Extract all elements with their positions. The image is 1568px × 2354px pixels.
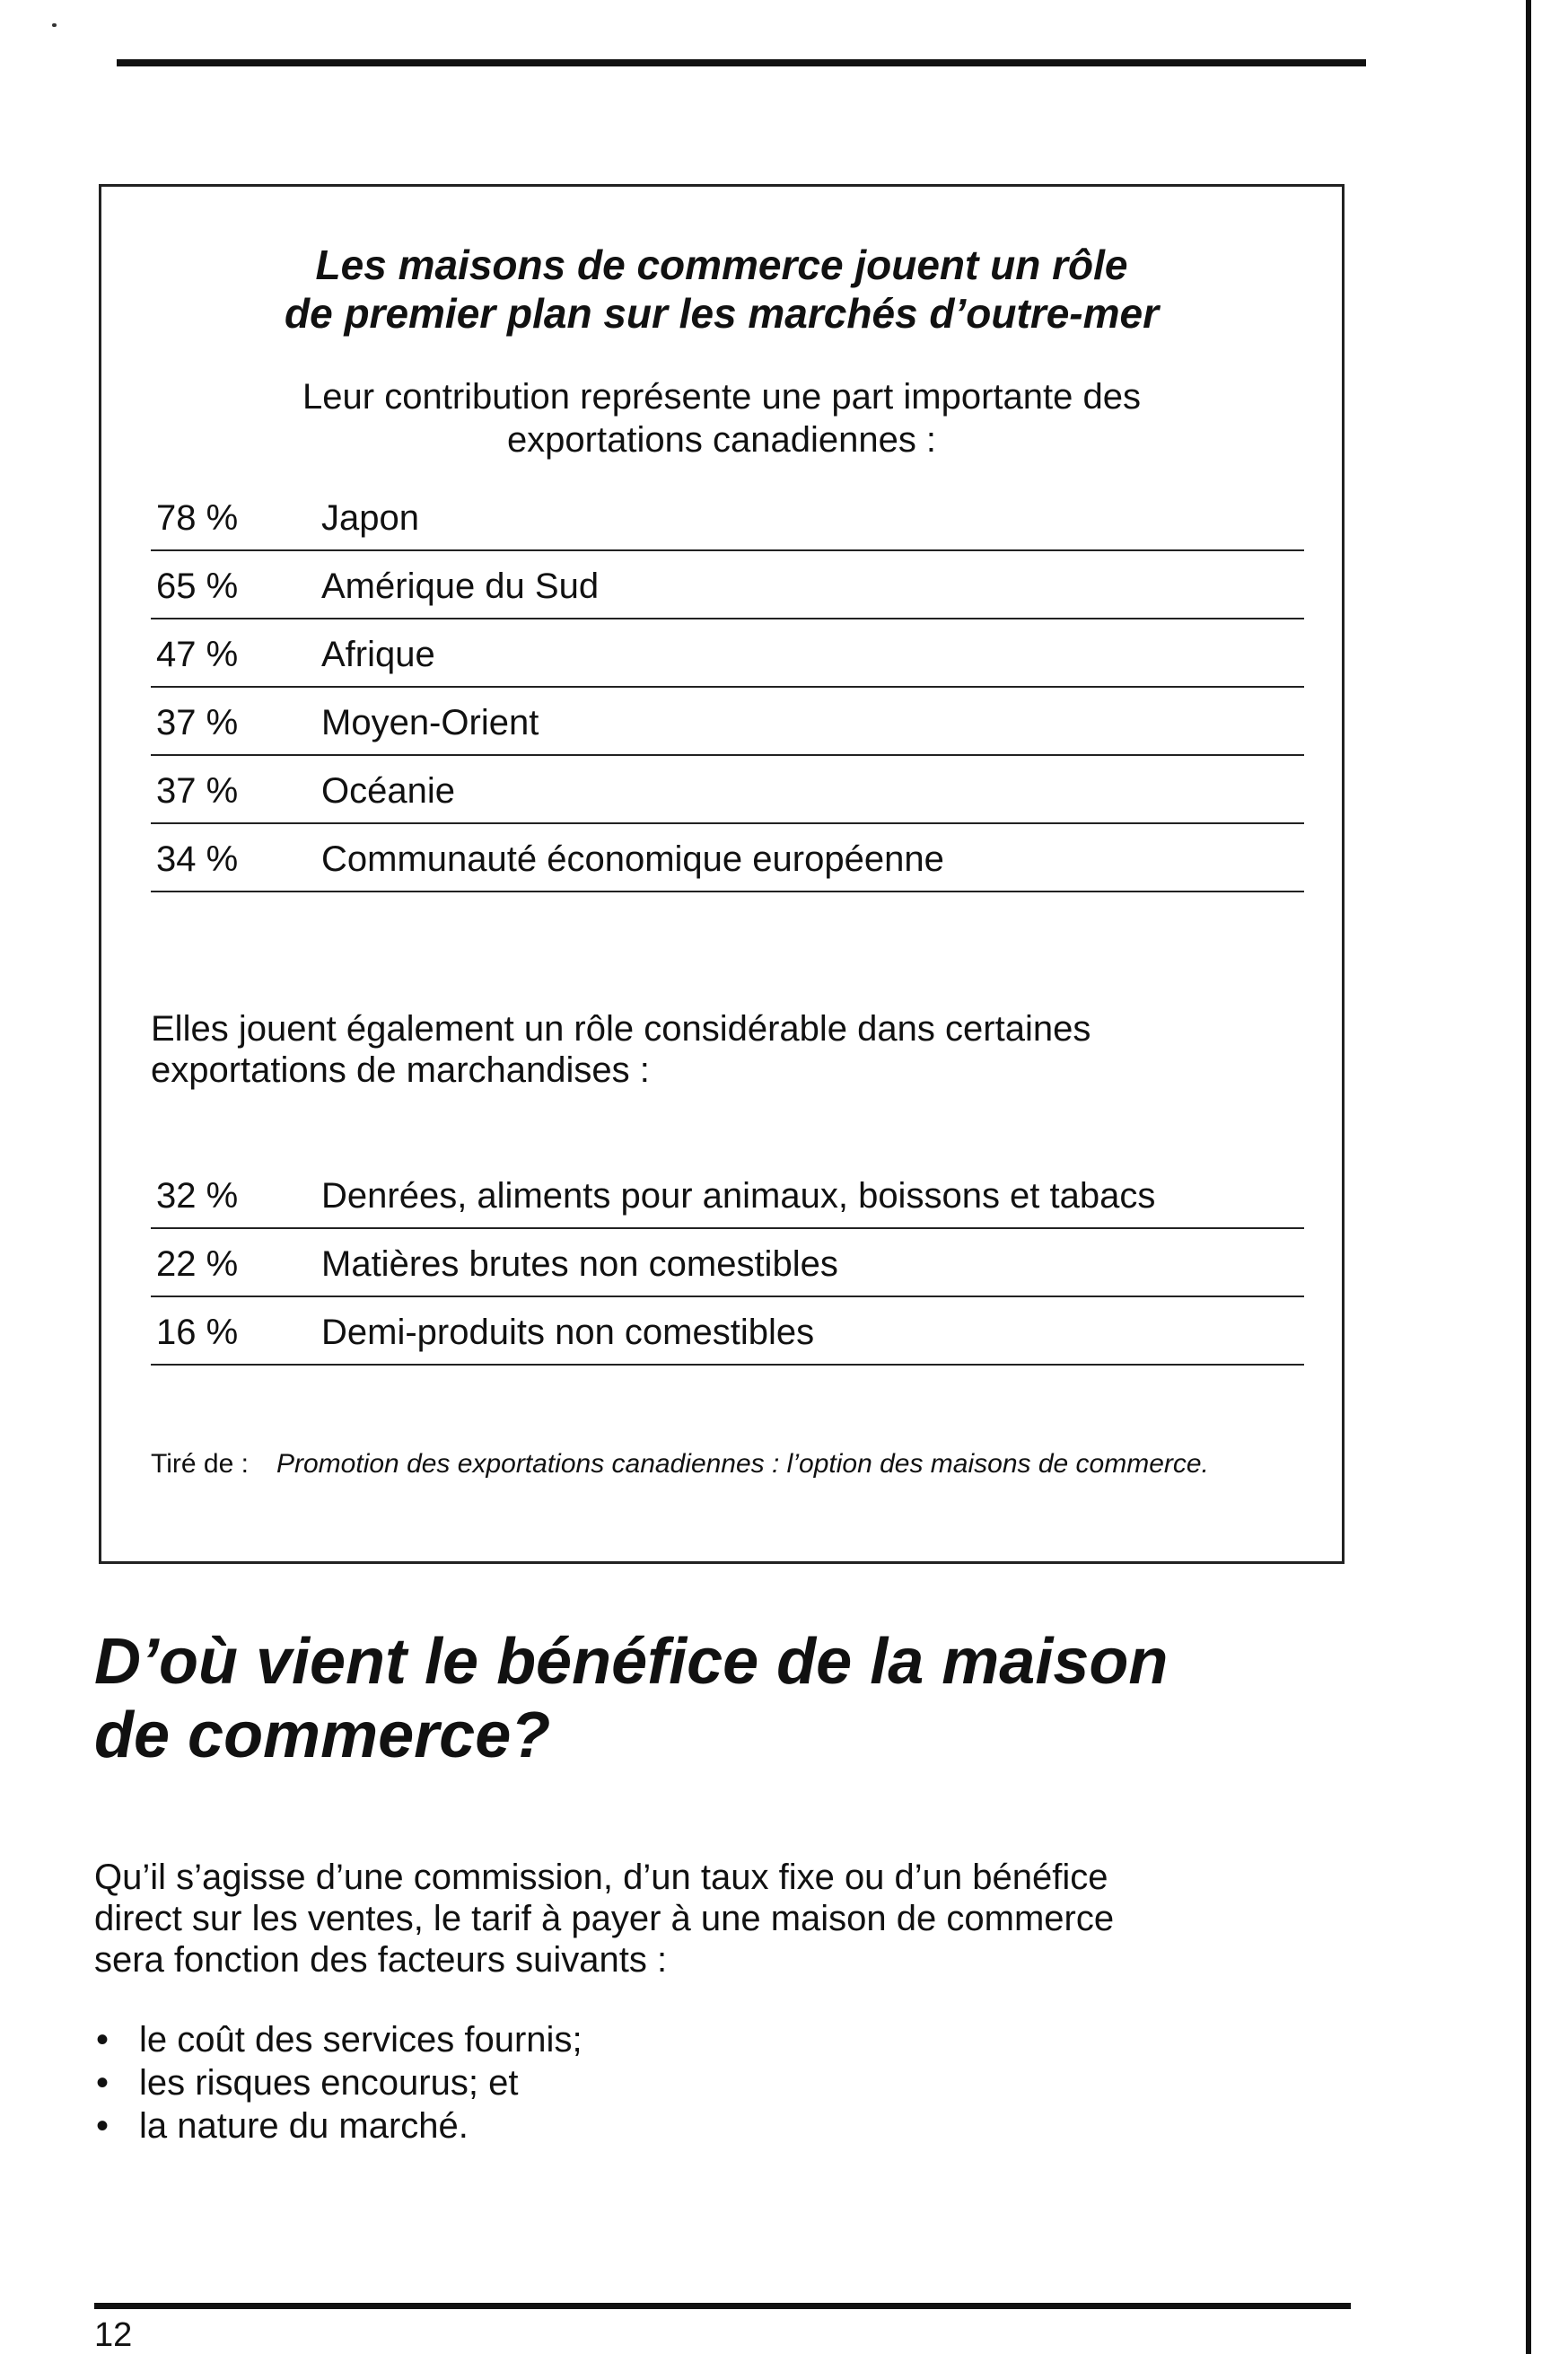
market-percent: 47 % [156, 635, 239, 674]
table-row [151, 1161, 1304, 1229]
sidebar-box [99, 184, 1345, 1564]
market-label: Communauté économique européenne [321, 839, 944, 879]
source-title: Promotion des exportations canadiennes : l’option des maisons de commerce. [276, 1449, 1209, 1479]
box-title-line-2: de premier plan sur les marchés d’outre-mer [284, 290, 1160, 337]
market-label: Japon [321, 498, 419, 538]
market-label: Moyen-Orient [321, 703, 539, 742]
table-row [151, 824, 1304, 892]
table-row [151, 619, 1304, 688]
table-row [151, 1297, 1304, 1366]
table-row [151, 688, 1304, 756]
bullet-icon: • [96, 2106, 109, 2146]
section-heading-line-2: de commerce? [94, 1700, 551, 1771]
factor-list [94, 2018, 583, 2148]
market-label: Afrique [321, 635, 435, 674]
goods-percent: 16 % [156, 1313, 239, 1352]
page-edge-line [1526, 0, 1531, 2354]
bullet-icon: • [96, 2063, 109, 2103]
bullet-icon: • [96, 2020, 109, 2060]
market-percent: 37 % [156, 771, 239, 811]
goods-intro [151, 1008, 1318, 1091]
list-item-text: le coût des services fournis; [139, 2020, 583, 2060]
section-heading [94, 1625, 1351, 1772]
market-label: Océanie [321, 771, 455, 811]
section-heading-line-1: D’où vient le bénéfice de la maison [94, 1626, 1169, 1698]
table-row [151, 551, 1304, 619]
goods-percent: 32 % [156, 1176, 239, 1216]
list-item [94, 2018, 583, 2061]
box-title [101, 241, 1342, 338]
goods-intro-line-2: exportations de marchandises : [151, 1050, 650, 1090]
body-line-2: direct sur les ventes, le tarif à payer à une maison de commerce [94, 1899, 1115, 1938]
box-intro [101, 375, 1342, 461]
market-percent: 78 % [156, 498, 239, 538]
box-title-line-1: Les maisons de commerce jouent un rôle [315, 242, 1128, 288]
box-intro-line-2: exportations canadiennes : [506, 420, 937, 460]
market-percent: 65 % [156, 567, 239, 606]
markets-table [151, 483, 1304, 892]
market-label: Amérique du Sud [321, 567, 600, 606]
scan-speck [52, 23, 57, 27]
goods-percent: 22 % [156, 1244, 239, 1284]
market-percent: 34 % [156, 839, 239, 879]
goods-label: Matières brutes non comestibles [321, 1244, 838, 1284]
body-line-1: Qu’il s’agisse d’une commission, d’un taux fixe ou d’un bénéfice [94, 1858, 1108, 1897]
list-item [94, 2104, 583, 2148]
table-row [151, 1229, 1304, 1297]
goods-intro-line-1: Elles jouent également un rôle considérable dans certaines [151, 1009, 1091, 1049]
list-item [94, 2061, 583, 2104]
box-intro-line-1: Leur contribution représente une part importante des [302, 377, 1141, 417]
market-percent: 37 % [156, 703, 239, 742]
goods-table [151, 1161, 1304, 1366]
goods-label: Denrées, aliments pour animaux, boissons et tabacs [321, 1176, 1156, 1216]
list-item-text: les risques encourus; et [139, 2063, 519, 2103]
body-line-3: sera fonction des facteurs suivants : [94, 1940, 668, 1980]
body-paragraph [94, 1857, 1351, 1981]
page-number: 12 [94, 2316, 133, 2354]
table-row [151, 756, 1304, 824]
top-rule [117, 59, 1366, 66]
goods-label: Demi-produits non comestibles [321, 1313, 815, 1352]
bottom-rule [94, 2303, 1351, 2309]
list-item-text: la nature du marché. [139, 2106, 469, 2146]
table-row [151, 483, 1304, 551]
source-label: Tiré de : [151, 1449, 249, 1479]
